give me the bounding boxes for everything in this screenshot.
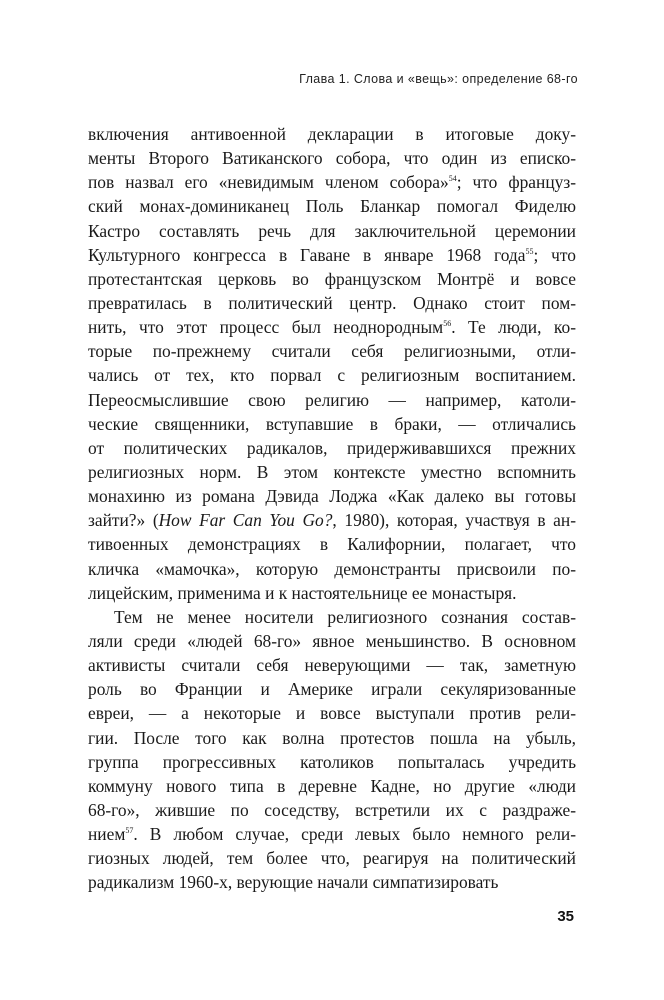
text-line <box>88 605 576 629</box>
text-segment: ; что француз- <box>456 172 576 193</box>
text-segment: кличка «мамочка», которую демонстранты присвоили по- <box>88 558 576 579</box>
text-line <box>88 532 576 556</box>
text-segment: группа прогрессивных католиков попыталась учредить <box>88 751 576 772</box>
text-segment: включения антивоенной декларации в итоговые доку- <box>88 124 576 144</box>
text-line <box>88 846 576 870</box>
text-line <box>88 243 576 267</box>
text-segment: монахиню из романа Дэвида Лоджа «Как далеко вы готовы <box>88 486 576 507</box>
text-segment: ; что <box>533 244 576 265</box>
text-line <box>88 774 576 798</box>
text-line <box>88 726 576 750</box>
text-segment: тивоенных демонстрациях в Калифорнии, полагает, что <box>88 534 576 555</box>
text-segment: ский монах-доминиканец Поль Бланкар помогал Фиделю <box>88 196 576 217</box>
text-segment: религиозных норм. В этом контексте уместно вспомнить <box>88 461 576 482</box>
text-line <box>88 122 576 146</box>
text-segment: радикализм 1960-х, верующие начали симпатизировать <box>88 872 499 893</box>
text-segment: евреи, — а некоторые и вовсе выступали против рели- <box>88 703 576 724</box>
text-line <box>88 701 576 725</box>
text-segment: протестантская церковь во французском Монтрё и вовсе <box>88 268 576 289</box>
text-segment: гиозных людей, тем более что, реагируя на политический <box>88 848 576 869</box>
text-segment: гии. После того как волна протестов пошла на убыль, <box>88 727 576 748</box>
text-line <box>88 653 576 677</box>
text-segment: ляли среди «людей 68-го» явное меньшинство. В основном <box>88 630 576 651</box>
text-segment: , 1980), которая, участвуя в ан- <box>332 510 576 531</box>
text-segment: ческие священники, вступавшие в браки, — отличались <box>88 413 576 434</box>
text-line <box>88 267 576 291</box>
text-segment: Кастро составлять речь для заключительной церемонии <box>88 220 576 241</box>
text-segment: пов назвал его «невидимым членом собора» <box>88 172 449 193</box>
text-segment: коммуну нового типа в деревне Кадне, но другие «люди <box>88 775 576 796</box>
text-line <box>88 219 576 243</box>
italic-title: How Far Can You Go? <box>158 510 333 531</box>
text-line <box>88 822 576 846</box>
text-line <box>88 484 576 508</box>
text-segment: . Те люди, ко- <box>451 317 576 338</box>
text-segment: от политических радикалов, придерживавшихся прежних <box>88 437 576 458</box>
text-segment: нием <box>88 824 126 845</box>
text-line <box>88 436 576 460</box>
text-segment: Переосмыслившие свою религию — например, католи- <box>88 389 576 410</box>
text-line <box>88 460 576 484</box>
text-line <box>88 315 576 339</box>
text-line <box>88 146 576 170</box>
text-line <box>88 388 576 412</box>
text-line <box>88 629 576 653</box>
text-line <box>88 194 576 218</box>
running-head: Глава 1. Слова и «вещь»: определение 68-го <box>299 72 578 86</box>
text-line <box>88 798 576 822</box>
text-segment: 68-го», жившие по соседству, встретили их с раздраже- <box>88 799 576 820</box>
text-segment: . В любом случае, среди левых было немного рели- <box>133 824 576 845</box>
text-line <box>88 557 576 581</box>
text-segment: активисты считали себя неверующими — так, заметную <box>88 655 576 676</box>
text-line <box>88 750 576 774</box>
footnote-ref: 54 <box>448 174 457 184</box>
footnote-ref: 56 <box>443 319 452 329</box>
text-segment: торые по-прежнему считали себя религиозными, отли- <box>88 341 576 362</box>
text-segment: менты Второго Ватиканского собора, что один из еписко- <box>88 148 576 169</box>
text-segment: превратилась в политический центр. Однако стоит пом- <box>88 292 576 313</box>
text-segment: Культурного конгресса в Гаване в январе 1968 года <box>88 244 526 265</box>
text-segment: чались от тех, кто порвал с религиозным воспитанием. <box>88 365 576 386</box>
body-text <box>88 122 576 895</box>
text-line <box>88 581 576 605</box>
text-segment: нить, что этот процесс был неоднородным <box>88 317 444 338</box>
text-line <box>88 870 576 894</box>
text-segment: лицейским, применима и к настоятельнице ее монастыря. <box>88 582 517 603</box>
page-number: 35 <box>557 908 574 925</box>
text-line <box>88 677 576 701</box>
text-segment: зайти?» ( <box>88 510 159 531</box>
text-line <box>88 508 576 532</box>
text-segment: Тем не менее носители религиозного сознания состав- <box>114 606 576 627</box>
text-line <box>88 363 576 387</box>
text-segment: роль во Франции и Америке играли секуляризованные <box>88 679 576 700</box>
text-line <box>88 170 576 194</box>
text-line <box>88 291 576 315</box>
text-line <box>88 339 576 363</box>
footnote-ref: 57 <box>125 826 134 836</box>
footnote-ref: 55 <box>525 246 534 256</box>
text-line <box>88 412 576 436</box>
